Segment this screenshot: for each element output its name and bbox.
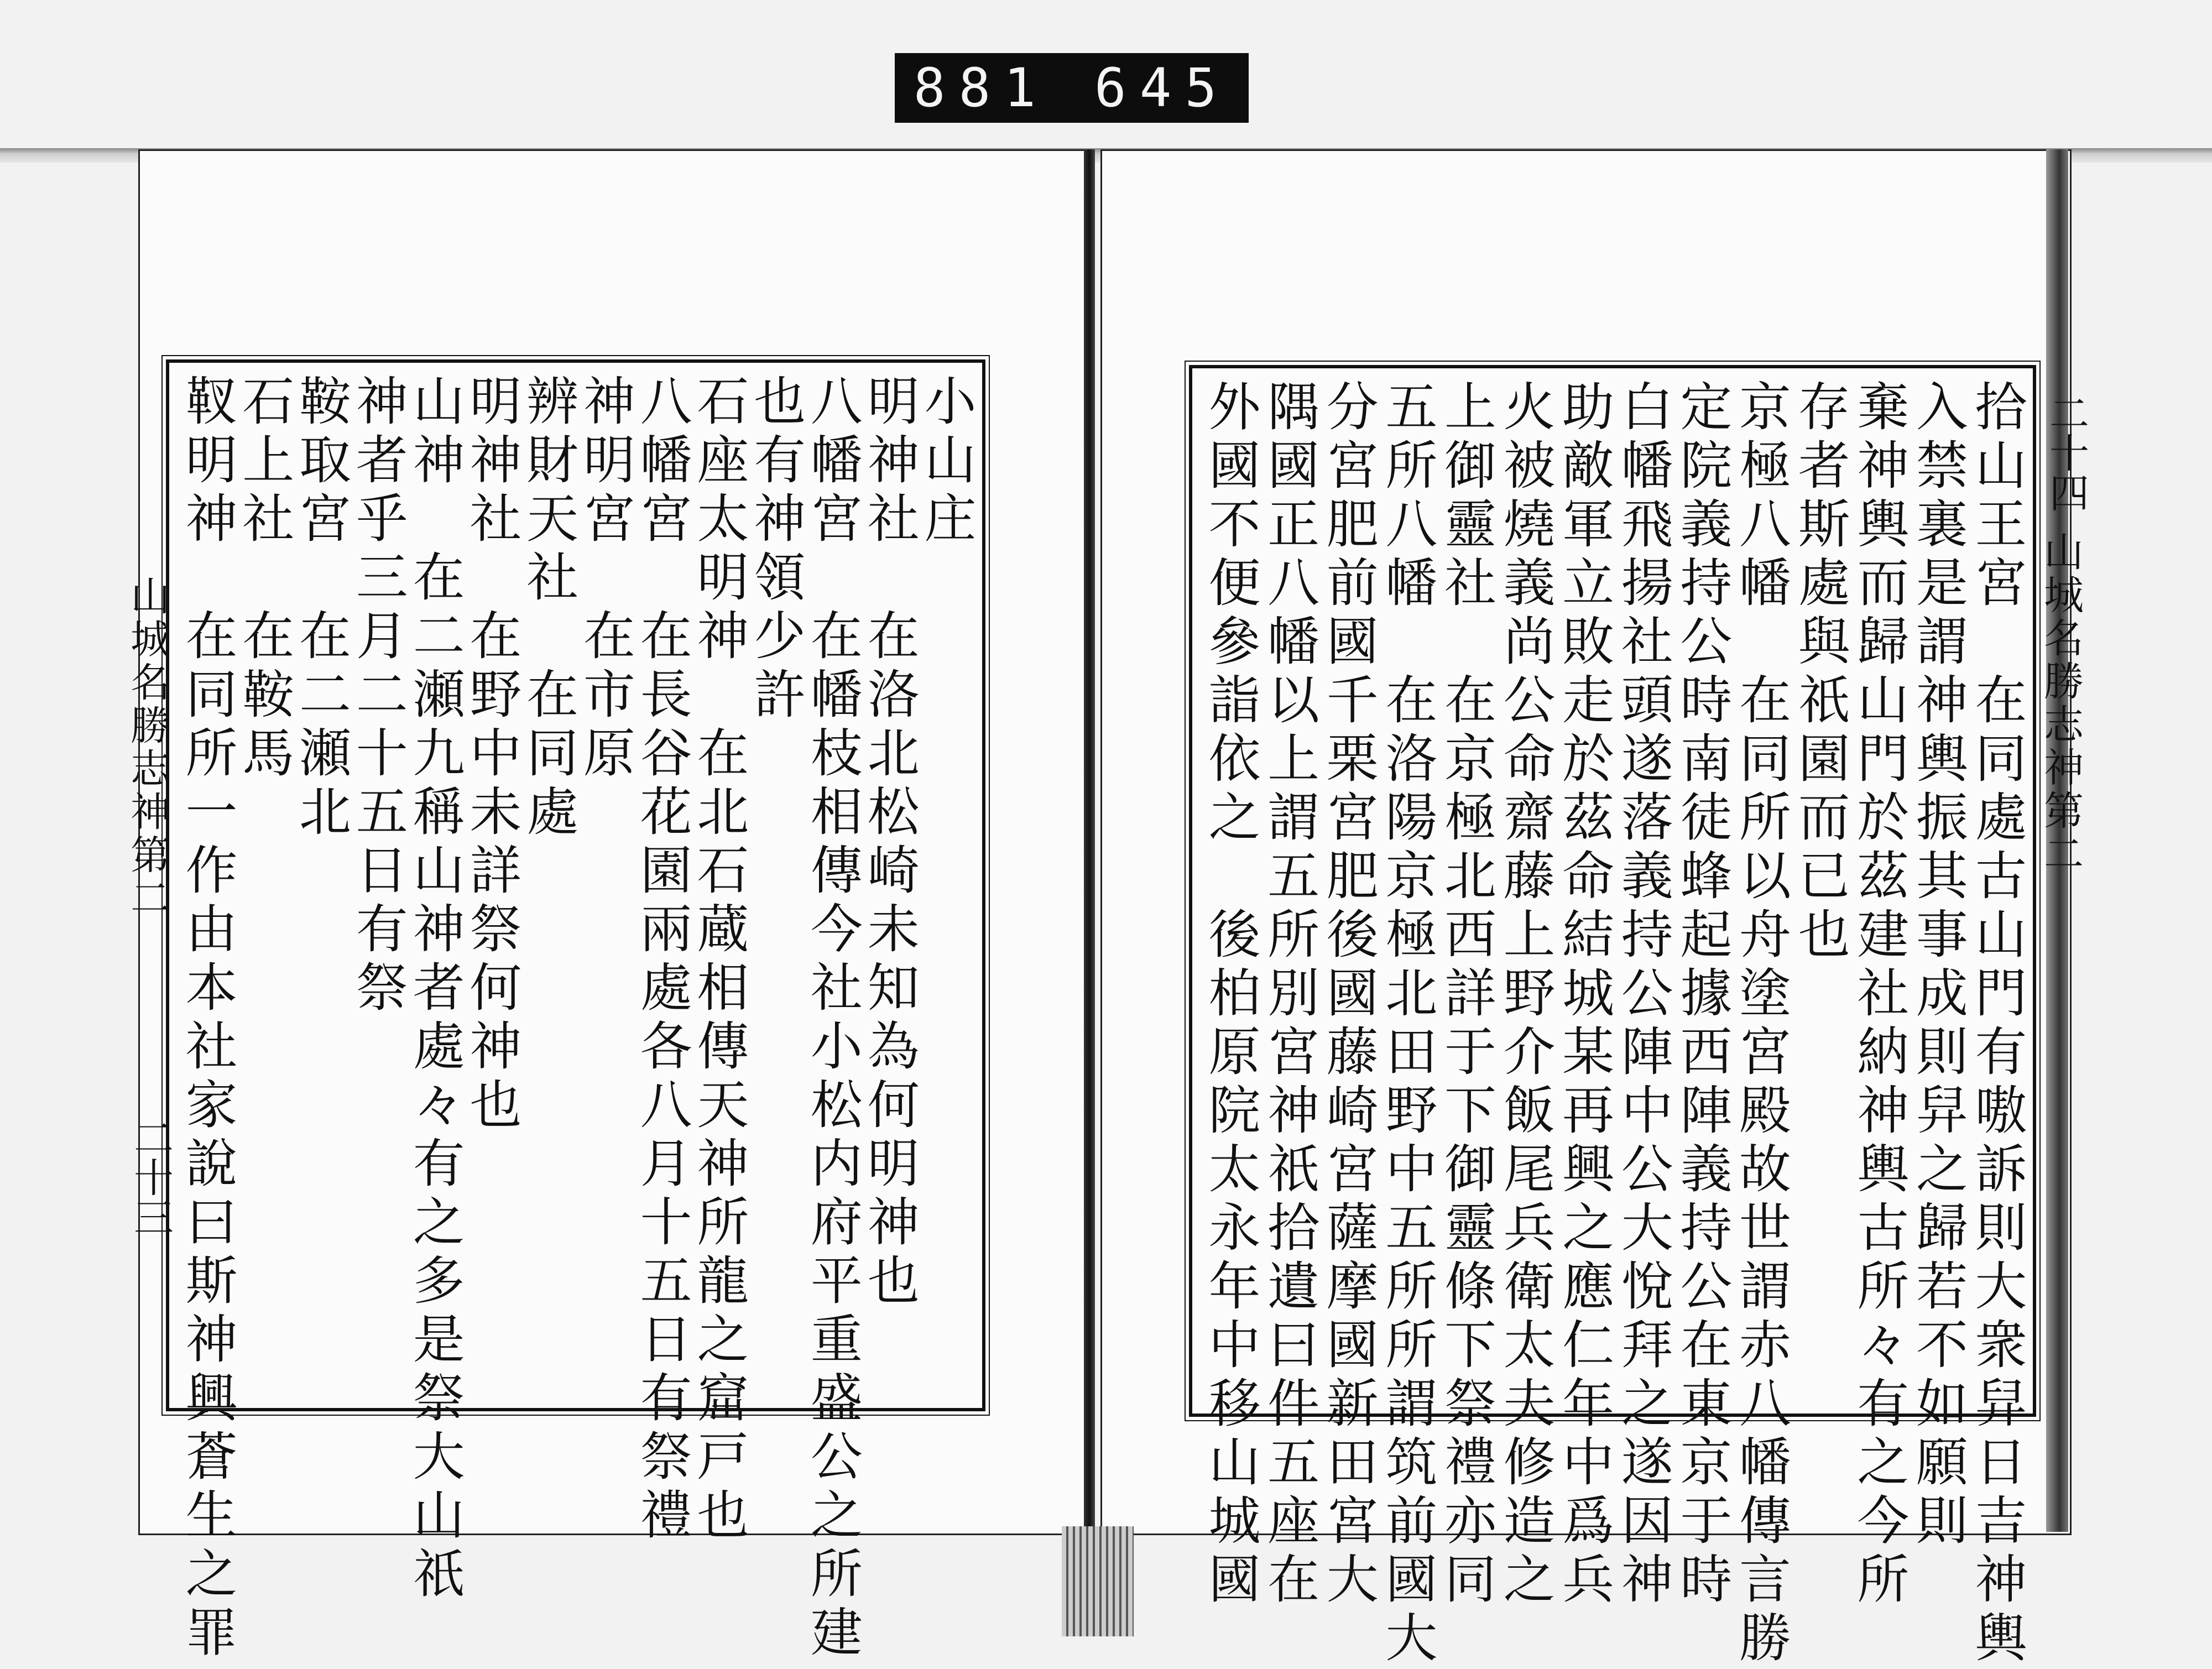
text-column: 棄神輿而歸山門於茲建社納神輿古所々有之今所 [1848,379,1908,1610]
text-column: 神者乎三月二十五日有祭 [347,374,408,1019]
reference-label [895,53,1249,123]
text-column: 山神 在二瀬九稱山神者處々有之多是祭大山祇 [404,374,465,1605]
right-columns [1199,379,2026,1669]
spine-base [1062,1526,1134,1636]
text-column: 神明宮 在市原 [574,374,635,784]
right-margin-title: 山城名勝志神第二 [2037,531,2084,876]
text-column: 白幡飛揚社頭遂落義持公陣中公大悅拜之遂因神 [1612,379,1673,1610]
text-column: 上御靈社 在京極北西詳于下御靈條下祭禮亦同 [1435,379,1496,1610]
text-column: 隅國正八幡以上謂五所別宮神祇拾遺曰件五座在 [1258,379,1319,1610]
book-spine [1084,149,1095,1636]
right-text-frame [1189,365,2036,1669]
text-column: 石座太明神 在北石蔵相傳天神所龍之窟戸也 [687,374,748,1546]
text-column: 助敵軍立敗走於茲命結城某再興之應仁年中爲兵 [1553,379,1614,1610]
text-column: 入禁裏是謂神輿振其事成則舁之歸若不如願則 [1907,379,1968,1552]
text-column: 明神社 在野中未詳祭何神也 [460,374,521,1136]
text-column: 鞍取宮 在二瀬北 [290,374,351,843]
right-folio: 二十四 [2043,393,2089,512]
text-column: 存者斯處與祇園而已也 [1789,379,1850,966]
text-column: 明神社 在洛北松崎未知為何明神也 [858,374,919,1312]
text-column: 定院義持公時南徒蜂起據西陣義持公在東京于時 [1671,379,1731,1610]
left-margin-title: 山城名勝志神第二 [124,575,170,920]
text-column: 也有神領少許 [744,374,805,726]
text-column: 八幡宮 在幡枝相傳今社小松内府平重盛公之所建 [801,374,862,1663]
text-column: 火被燒義尚公命齋藤上野介飯尾兵衛太夫修造之 [1494,379,1555,1610]
text-column: 小山庄 [915,374,975,550]
text-column: 京極八幡 在同所以舟塗宮殿故世謂赤八幡傳言勝 [1730,379,1791,1669]
reference-number: 881 645 [913,57,1230,119]
text-column: 拾山王宮 在同處古山門有嗷訴則大衆舁日吉神輿 [1965,379,2026,1669]
text-column: 五所八幡 在洛陽京極北田野中五所所謂筑前國大 [1376,379,1437,1669]
text-column: 分宮肥前國千栗宮肥後國藤崎宮薩摩國新田宮大 [1317,379,1378,1610]
text-column: 石上社 在鞍馬 [233,374,294,784]
left-text-frame [166,359,985,1663]
text-column: 外國不便參詣依之 後柏原院太永年中移山城國 [1199,379,1260,1610]
left-columns [176,374,975,1663]
text-column: 辨財天社 在同處 [517,374,578,843]
left-folio: 二十三 [127,1117,174,1237]
text-column: 八幡宮 在長谷花園兩處各八月十五日有祭禮 [631,374,692,1546]
text-column: 靫明神 在同所一作由本社家說曰斯神興蒼生之罪 [176,374,237,1663]
